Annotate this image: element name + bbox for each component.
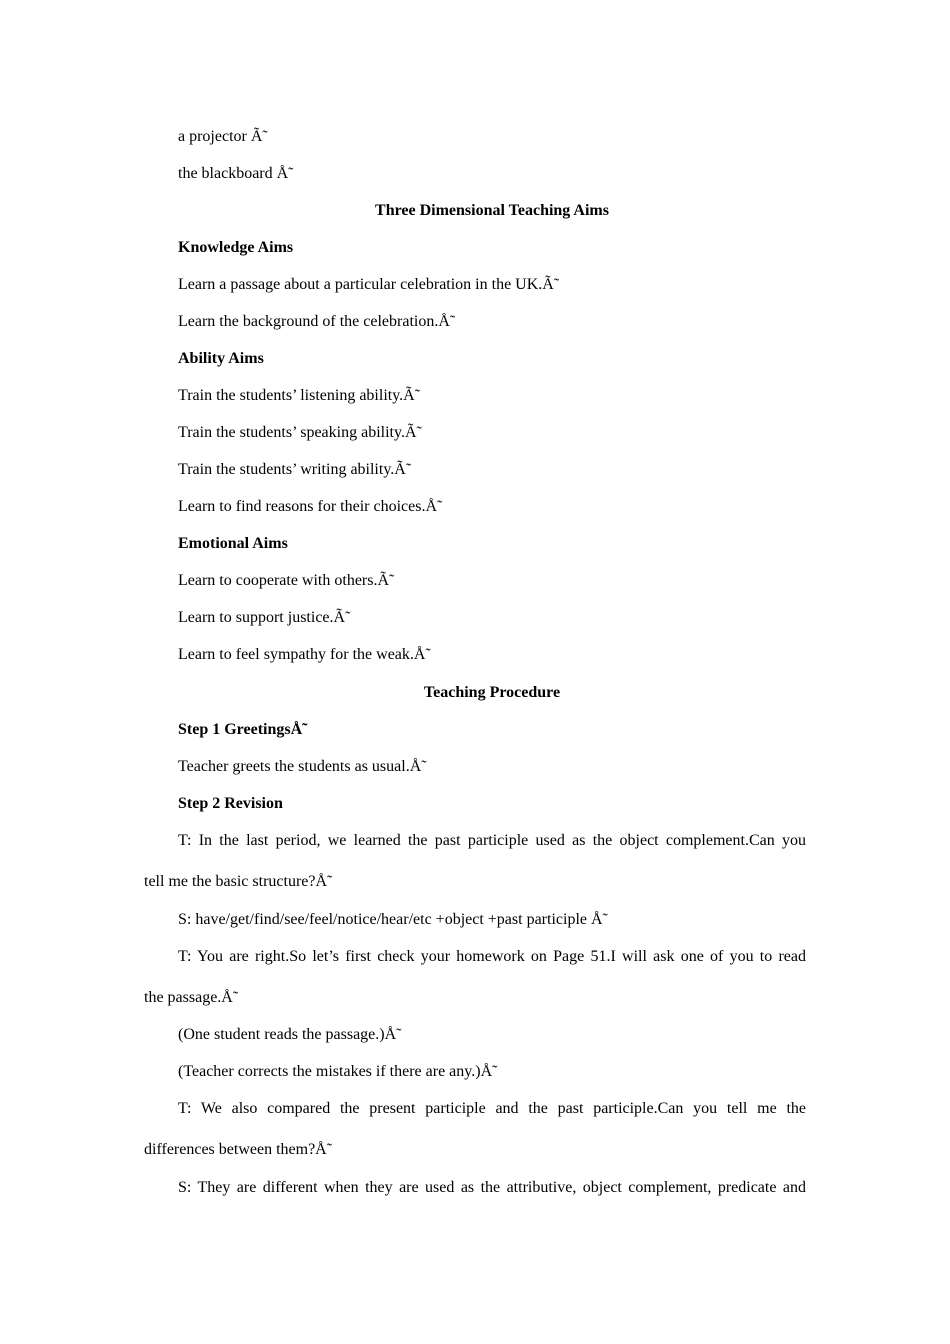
dialogue-line-continued: the passage.Å̃ [144, 989, 233, 1006]
dialogue-teacher-1 [144, 831, 806, 892]
dialogue-line: T: We also compared the present participle and the past participle.Can you tell me the [178, 1100, 806, 1117]
knowledge-aims-heading: Knowledge Aims [178, 239, 294, 256]
dialogue-line: T: In the last period, we learned the past participle used as the object complement.Can you [178, 832, 806, 849]
stage-direction-2: (Teacher corrects the mistakes if there are any.)Å̃ [178, 1063, 493, 1080]
dialogue-line-continued: tell me the basic structure?Å̃ [144, 873, 328, 890]
ability-aims-heading: Ability Aims [178, 350, 264, 367]
dialogue-student-2 [144, 1178, 806, 1198]
equipment-item-projector: a projector Ã̃ [178, 128, 263, 145]
step2-heading: Step 2 Revision [178, 795, 283, 812]
dialogue-student-1: S: have/get/find/see/feel/notice/hear/etc +object +past participle Å̃ [178, 911, 603, 928]
step1-heading: Step 1 GreetingsÅ̃ [178, 721, 303, 738]
ability-aim-item: Train the students’ speaking ability.Ã̃ [178, 424, 417, 441]
aims-section-title: Three Dimensional Teaching Aims [375, 202, 609, 219]
emotional-aim-item: Learn to feel sympathy for the weak.Å̃ [178, 646, 426, 663]
dialogue-teacher-2 [144, 947, 806, 1008]
step1-text: Teacher greets the students as usual.Å̃ [178, 758, 422, 775]
dialogue-line-continued: differences between them?Å̃ [144, 1141, 327, 1158]
dialogue-teacher-3 [144, 1099, 806, 1160]
emotional-aims-heading: Emotional Aims [178, 535, 288, 552]
ability-aim-item: Train the students’ listening ability.Ã̃ [178, 387, 415, 404]
emotional-aim-item: Learn to support justice.Ã̃ [178, 609, 346, 626]
dialogue-line: S: They are different when they are used as the attributive, object complement, predicate and [178, 1179, 806, 1196]
knowledge-aim-item: Learn a passage about a particular celebration in the UK.Ã̃ [178, 276, 554, 293]
stage-direction-1: (One student reads the passage.)Å̃ [178, 1026, 397, 1043]
ability-aim-item: Learn to find reasons for their choices.Å̃ [178, 498, 438, 515]
emotional-aim-item: Learn to cooperate with others.Ã̃ [178, 572, 390, 589]
equipment-item-blackboard: the blackboard Å̃ [178, 165, 289, 182]
procedure-section-title: Teaching Procedure [423, 684, 561, 701]
ability-aim-item: Train the students’ writing ability.Ã̃ [178, 461, 406, 478]
knowledge-aim-item: Learn the background of the celebration.Å̃ [178, 313, 450, 330]
dialogue-line: T: You are right.So let’s first check your homework on Page 51.I will ask one of you to read [178, 948, 806, 965]
